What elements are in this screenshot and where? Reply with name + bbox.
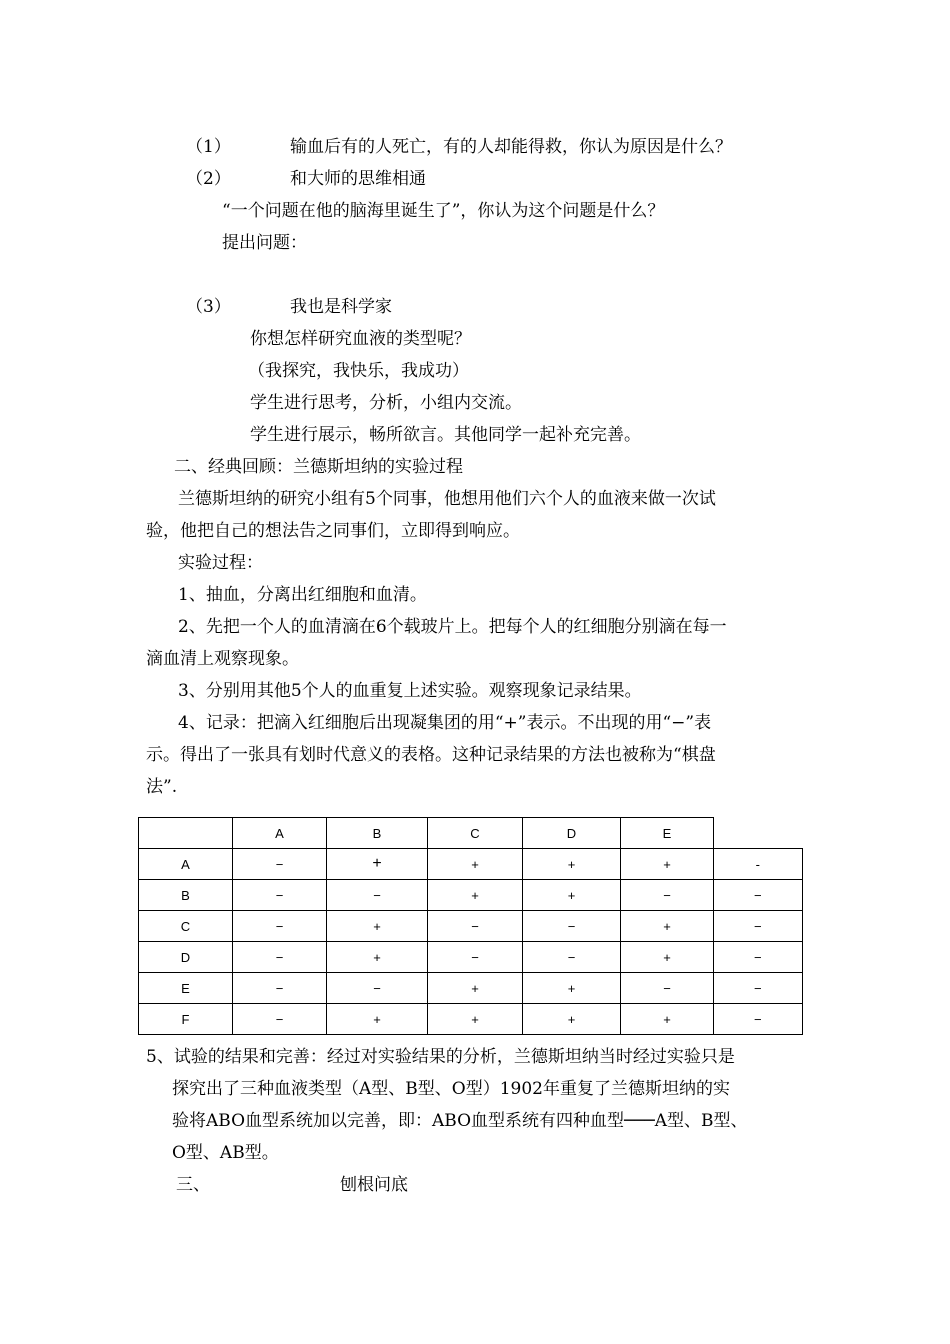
item-2-number: （2）: [186, 169, 231, 189]
step-4-line-3: 法”.: [146, 777, 178, 797]
table-cell: −: [233, 911, 327, 942]
table-row: [139, 1004, 803, 1035]
table-cell: −: [327, 880, 428, 911]
table-cell: +: [621, 911, 714, 942]
table-header-cell: D: [523, 818, 621, 849]
table-cell: −: [621, 973, 714, 1004]
table-cell: +: [621, 1004, 714, 1035]
table-cell: −: [523, 942, 621, 973]
section-2-heading: 二、经典回顾：兰德斯坦纳的实验过程: [174, 457, 463, 477]
intro-line-1: 兰德斯坦纳的研究小组有5个同事，他想用他们六个人的血液来做一次试: [178, 489, 716, 509]
step-4-line-2: 示。得出了一张具有划时代意义的表格。这种记录结果的方法也被称为“棋盘: [146, 745, 716, 765]
motto: （我探究，我快乐，我成功）: [248, 361, 469, 381]
item-3-text: 我也是科学家: [290, 297, 392, 317]
step-2-line-2: 滴血清上观察现象。: [146, 649, 299, 669]
section-3-number: 三、: [176, 1175, 210, 1195]
table-cell: −: [714, 942, 803, 973]
table-cell: +: [327, 849, 428, 880]
table-cell: +: [523, 880, 621, 911]
row-label: F: [139, 1004, 233, 1035]
table-cell: +: [428, 880, 523, 911]
table-header-blank: [714, 818, 803, 849]
table-header-cell: C: [428, 818, 523, 849]
table-row: [139, 880, 803, 911]
table-cell: +: [621, 942, 714, 973]
item-2-text: 和大师的思维相通: [290, 169, 426, 189]
table-header-row: [139, 818, 803, 849]
table-row: [139, 849, 803, 880]
table-cell: −: [233, 1004, 327, 1035]
table-cell: −: [523, 911, 621, 942]
table-cell: −: [428, 942, 523, 973]
step-5-line-4: O型、AB型。: [172, 1143, 279, 1163]
row-label: A: [139, 849, 233, 880]
table-cell: −: [714, 880, 803, 911]
table-cell: −: [714, 1004, 803, 1035]
row-label: E: [139, 973, 233, 1004]
table-cell: +: [428, 973, 523, 1004]
row-label: C: [139, 911, 233, 942]
intro-line-2: 验，他把自己的想法告之同事们，立即得到响应。: [146, 521, 520, 541]
table-cell: −: [714, 973, 803, 1004]
step-4-line-1: 4、记录：把滴入红细胞后出现凝集团的用“+”表示。不出现的用“−”表: [178, 713, 712, 733]
table-cell: +: [523, 849, 621, 880]
step-5-line-1: 5、试验的结果和完善：经过对实验结果的分析，兰德斯坦纳当时经过实验只是: [146, 1047, 735, 1067]
item-1-number: （1）: [186, 137, 231, 157]
table-cell: −: [428, 911, 523, 942]
table-cell: −: [714, 911, 803, 942]
table-row: [139, 911, 803, 942]
research-question: 你想怎样研究血液的类型呢？: [250, 329, 471, 349]
step-1: 1、抽血，分离出红细胞和血清。: [178, 585, 427, 605]
brain-question: “一个问题在他的脑海里诞生了”，你认为这个问题是什么？: [222, 201, 665, 221]
table-cell: +: [523, 1004, 621, 1035]
step-5-line-2: 探究出了三种血液类型（A型、B型、O型）1902年重复了兰德斯坦纳的实: [172, 1079, 730, 1099]
step-2-line-1: 2、先把一个人的血清滴在6个载玻片上。把每个人的红细胞分别滴在每一: [178, 617, 727, 637]
table-cell: −: [233, 849, 327, 880]
table-cell: +: [327, 911, 428, 942]
table-cell: +: [428, 1004, 523, 1035]
table-row: [139, 942, 803, 973]
table-header-cell: A: [233, 818, 327, 849]
table-header-cell: B: [327, 818, 428, 849]
table-cell: +: [428, 849, 523, 880]
table-cell: −: [621, 880, 714, 911]
checkerboard-table: [138, 817, 803, 1035]
table-cell: −: [233, 942, 327, 973]
table-cell: +: [621, 849, 714, 880]
table-cell: +: [327, 1004, 428, 1035]
table-cell: -: [714, 849, 803, 880]
table-cell: −: [327, 973, 428, 1004]
raise-question-label: 提出问题：: [222, 233, 307, 253]
table-cell: +: [327, 942, 428, 973]
table-header-cell: E: [621, 818, 714, 849]
table-header-cell: [139, 818, 233, 849]
step-3: 3、分别用其他5个人的血重复上述实验。观察现象记录结果。: [178, 681, 642, 701]
item-3-number: （3）: [186, 297, 231, 317]
student-think: 学生进行思考，分析，小组内交流。: [250, 393, 522, 413]
step-5-line-3: 验将ABO血型系统加以完善，即：ABO血型系统有四种血型───A型、B型、: [172, 1111, 748, 1131]
item-1-text: 输血后有的人死亡，有的人却能得救，你认为原因是什么？: [290, 137, 732, 157]
table-cell: +: [523, 973, 621, 1004]
table-row: [139, 973, 803, 1004]
table-cell: −: [233, 880, 327, 911]
student-show: 学生进行展示，畅所欲言。其他同学一起补充完善。: [250, 425, 641, 445]
table-cell: −: [233, 973, 327, 1004]
section-3-heading: 刨根问底: [340, 1175, 408, 1195]
row-label: D: [139, 942, 233, 973]
process-title: 实验过程：: [178, 553, 263, 573]
row-label: B: [139, 880, 233, 911]
